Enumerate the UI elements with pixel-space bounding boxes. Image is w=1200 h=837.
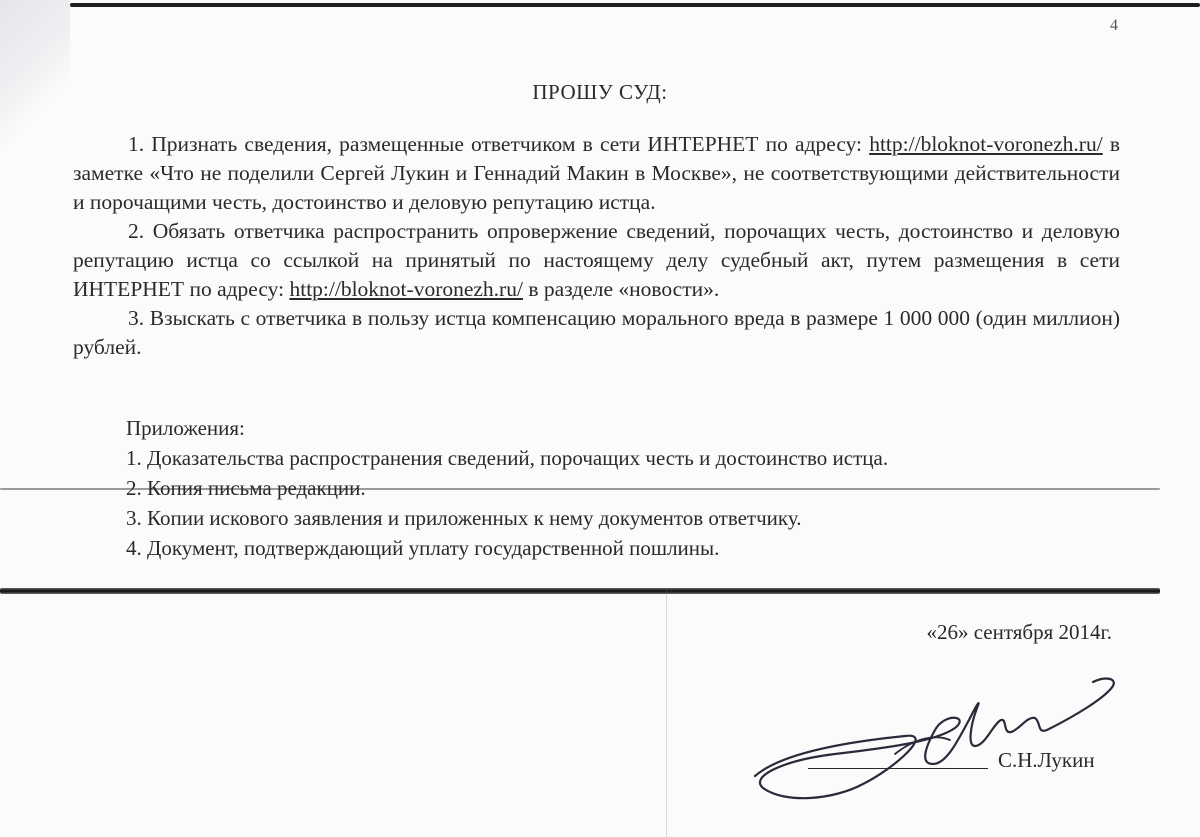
- claim-1-text: 1. Признать сведения, размещенные ответчиком в сети ИНТЕРНЕТ по адресу:: [128, 132, 870, 156]
- claim-1-text-end: в заметке «Что не поделили Сергей Лукин и Геннадий Макин в Москве», не соответствующими действительности и порочащими честь, достоинство и деловую репутацию истца.: [73, 132, 1120, 214]
- attachment-item: 4. Документ, подтверждающий уплату государственной пошлины.: [126, 536, 720, 560]
- page-corner-shadow: [0, 0, 70, 150]
- claims-list: [73, 130, 1120, 362]
- attachment-item: 3. Копии искового заявления и приложенных к нему документов ответчику.: [126, 506, 802, 530]
- scan-line-thick: [0, 588, 1160, 594]
- scan-edge-top: [70, 3, 1200, 7]
- attachment-item: 2. Копия письма редакции.: [126, 476, 366, 500]
- attachments-section: [126, 413, 888, 563]
- claim-item-2: [73, 217, 1120, 304]
- attachment-item: 1. Доказательства распространения сведений, порочащих честь и достоинство истца.: [126, 446, 889, 470]
- claim-item-3: [73, 304, 1120, 362]
- page-title: ПРОШУ СУД:: [532, 80, 668, 104]
- paper-fold: [666, 590, 667, 837]
- claim-1-link: http://bloknot-voronezh.ru/: [869, 132, 1103, 156]
- claim-2-link: http://bloknot-voronezh.ru/: [289, 277, 523, 301]
- handwritten-signature: [745, 668, 1125, 818]
- signer-name: С.Н.Лукин: [998, 748, 1095, 772]
- claim-2-text: 2. Обязать ответчика распространить опровержение сведений, порочащих честь, достоинство и деловую репутацию истца со ссылкой на принятый по настоящему делу судебный акт, путем размещения в сети ИНТЕРНЕТ по адресу:: [73, 219, 1120, 301]
- attachments-title: Приложения:: [126, 416, 245, 440]
- page-number: 4: [1110, 17, 1118, 34]
- document-date: «26» сентября 2014г.: [926, 620, 1112, 644]
- claim-2-text-end: в разделе «новости».: [522, 277, 720, 301]
- signature-line: [808, 768, 988, 769]
- claim-item-1: [73, 130, 1120, 217]
- claim-3-text: 3. Взыскать с ответчика в пользу истца компенсацию морального вреда в размере 1 000 000 (один миллион) рублей.: [73, 306, 1120, 359]
